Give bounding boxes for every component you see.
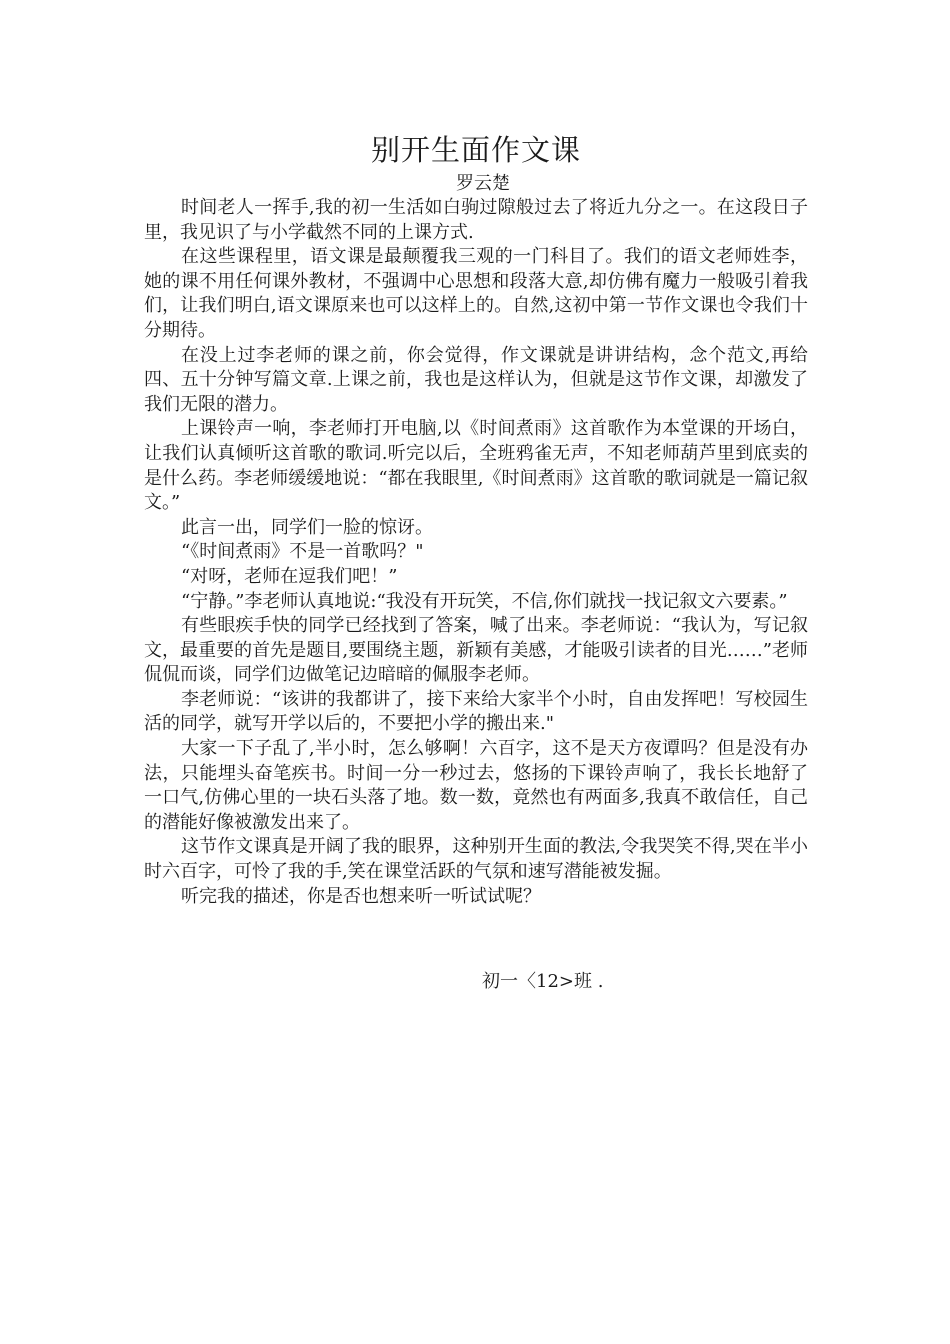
paragraph: “宁静。”李老师认真地说:“我没有开玩笑，不信,你们就找一找记叙文六要素。” — [181, 590, 788, 612]
paragraph: 在这些课程里，语文课是最颠覆我三观的一门科目了。我们的语文老师姓李，她的课不用任何课外教材，不强调中心思想和段落大意,却仿佛有魔力一般吸引着我们，让我们明白,语文课原来也可以这样上的。自然,这初中第一节作文课也令我们十分期待。 — [144, 246, 808, 341]
paragraph: 这节作文课真是开阔了我的眼界，这种别开生面的教法,令我哭笑不得,哭在半小时六百字，可怜了我的手,笑在课堂活跃的气氛和速写潜能被发掘。 — [144, 836, 808, 883]
paragraph: “《时间煮雨》不是一首歌吗？" — [181, 541, 424, 563]
paragraph: “对呀，老师在逗我们吧！” — [181, 565, 398, 587]
paragraph: 有些眼疾手快的同学已经找到了答案，喊了出来。李老师说：“我认为，写记叙文，最重要的首先是题目,要围绕主题，新颖有美感，才能吸引读者的目光……”老师侃侃而谈，同学们边做笔记边暗暗的佩服李老师。 — [144, 615, 808, 686]
paragraph: 李老师说：“该讲的我都讲了，接下来给大家半个小时，自由发挥吧！写校园生活的同学，就写开学以后的，不要把小学的搬出来." — [144, 688, 808, 735]
paragraph: 上课铃声一响，李老师打开电脑,以《时间煮雨》这首歌作为本堂课的开场白，让我们认真倾听这首歌的歌词.听完以后，全班鸦雀无声，不知老师葫芦里到底卖的是什么药。李老师缓缓地说：“都在我眼里,《时间煮雨》这首歌的歌词就是一篇记叙文。” — [144, 418, 808, 514]
paragraph: 时间老人一挥手,我的初一生活如白驹过隙般过去了将近九分之一。在这段日子里，我见识了与小学截然不同的上课方式. — [144, 197, 808, 243]
paragraph: 此言一出，同学们一脸的惊讶。 — [181, 516, 433, 538]
paragraph: 大家一下子乱了,半小时，怎么够啊！六百字，这不是天方夜谭吗？但是没有办法，只能埋头奋笔疾书。时间一分一秒过去，悠扬的下课铃声响了，我长长地舒了一口气,仿佛心里的一块石头落了地。数一数，竟然也有两面多,我真不敢信任，自己的潜能好像被激发出来了。 — [144, 738, 808, 833]
document-title: 别开生面作文课 — [370, 133, 581, 167]
document-body — [144, 196, 808, 909]
paragraph: 听完我的描述，你是否也想来听一听试试呢？ — [181, 885, 541, 907]
author-name: 罗云楚 — [456, 173, 510, 194]
paragraph: 在没上过李老师的课之前，你会觉得，作文课就是讲讲结构，念个范文,再给四、五十分钟写篇文章.上课之前，我也是这样认为，但就是这节作文课，却激发了我们无限的潜力。 — [144, 344, 808, 415]
document-page — [144, 128, 808, 909]
class-signature: 初一〈12>班 . — [482, 971, 604, 992]
